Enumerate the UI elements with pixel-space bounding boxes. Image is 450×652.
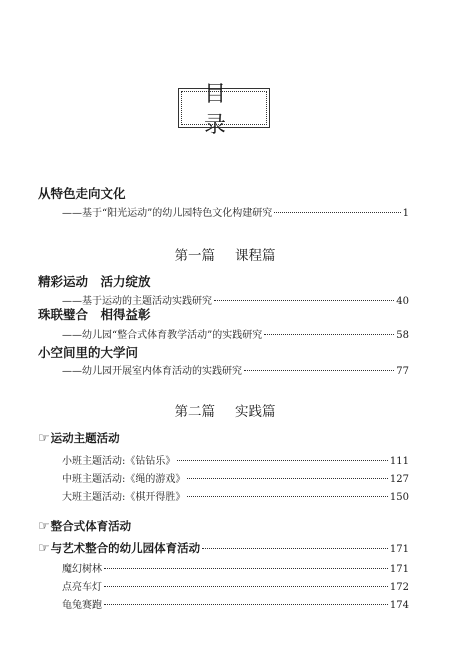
toc-row-label: 与艺术整合的幼儿园体育活动 — [50, 541, 201, 555]
page-number: 127 — [389, 474, 409, 485]
toc-row-label: 小班主题活动:《钻钻乐》 — [62, 456, 176, 467]
pointing-hand-icon: ☞ — [38, 431, 50, 446]
toc-row[interactable] — [62, 596, 409, 611]
toc-row-label: 点亮车灯 — [62, 582, 102, 593]
toc-row[interactable] — [62, 578, 409, 593]
toc-row[interactable] — [62, 362, 409, 377]
part-label: 第二篇 — [174, 404, 215, 420]
page-number: 40 — [396, 296, 409, 307]
leader-dots — [104, 604, 388, 605]
page-number: 77 — [396, 366, 409, 377]
leader-dots — [104, 568, 388, 569]
page-number: 150 — [389, 492, 409, 503]
toc-row[interactable] — [62, 488, 409, 503]
section-heading — [38, 430, 120, 446]
toc-title: 目 录 — [181, 91, 267, 125]
page-number: 172 — [389, 582, 409, 593]
page-number: 1 — [402, 208, 409, 219]
leader-dots — [177, 460, 388, 461]
page-number: 111 — [389, 456, 409, 467]
toc-row-label: 魔幻树林 — [62, 564, 102, 575]
leader-dots — [187, 478, 388, 479]
leader-dots — [214, 300, 394, 301]
leader-dots — [244, 370, 394, 371]
toc-heading: 小空间里的大学问 — [38, 345, 139, 360]
section-heading — [38, 518, 131, 534]
page-number: 171 — [389, 544, 409, 555]
leader-dots — [104, 586, 388, 587]
toc-row-label: ——基于“阳光运动”的幼儿园特色文化构建研究 — [62, 208, 273, 219]
pointing-hand-icon: ☞ — [38, 541, 50, 556]
toc-row-label: ——幼儿园开展室内体育活动的实践研究 — [62, 366, 242, 377]
toc-row[interactable] — [62, 452, 409, 467]
toc-row[interactable] — [62, 326, 409, 341]
toc-heading: 珠联璧合 相得益彰 — [38, 307, 151, 322]
toc-row-label: 大班主题活动:《棋开得胜》 — [62, 492, 186, 503]
leader-dots — [187, 496, 388, 497]
part-heading — [0, 400, 450, 420]
toc-row-label: 龟兔赛跑 — [62, 600, 102, 611]
toc-row-label: ——基于运动的主题活动实践研究 — [62, 296, 212, 307]
toc-row[interactable] — [62, 204, 409, 219]
toc-row-label: 中班主题活动:《绳的游戏》 — [62, 474, 186, 485]
toc-heading: 精彩运动 活力绽放 — [38, 274, 151, 289]
leader-dots — [202, 548, 388, 549]
part-heading — [0, 244, 450, 264]
toc-row[interactable] — [62, 560, 409, 575]
page-number: 171 — [389, 564, 409, 575]
toc-heading: 从特色走向文化 — [38, 186, 126, 201]
section-heading-label: 运动主题活动 — [50, 431, 120, 445]
page-number: 58 — [396, 330, 409, 341]
part-label: 第一篇 — [174, 248, 215, 264]
toc-title-frame — [178, 82, 270, 138]
leader-dots — [264, 334, 394, 335]
toc-row[interactable] — [62, 470, 409, 485]
leader-dots — [274, 212, 400, 213]
toc-row[interactable] — [38, 540, 409, 556]
toc-row-label: ——幼儿园“整合式体育教学活动”的实践研究 — [62, 330, 263, 341]
page-number: 174 — [389, 600, 409, 611]
pointing-hand-icon: ☞ — [38, 519, 50, 534]
part-name: 课程篇 — [235, 248, 276, 264]
section-heading-label: 整合式体育活动 — [50, 519, 132, 533]
part-name: 实践篇 — [235, 404, 276, 420]
